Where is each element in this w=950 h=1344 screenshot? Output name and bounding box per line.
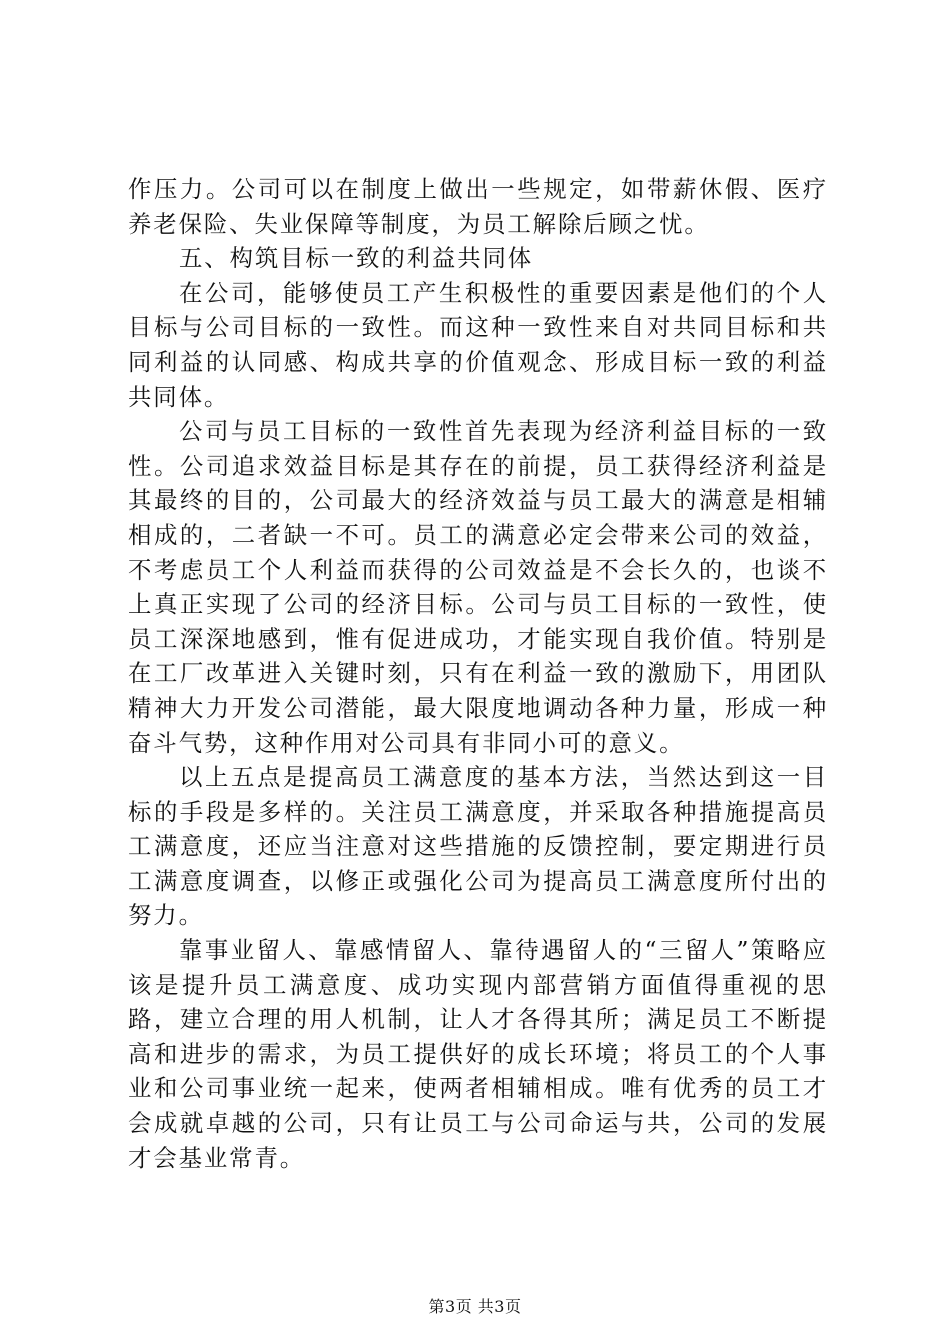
paragraph: 公司与员工目标的一致性首先表现为经济利益目标的一致性。公司追求效益目标是其存在的前提，员工获得经济利益是其最终的目的，公司最大的经济效益与员工最大的满意是相辅相成的，二者缺一不可。员工的满意必定会带来公司的效益，不考虑员工个人利益而获得的公司效益是不会长久的，也谈不上真正实现了公司的经济目标。公司与员工目标的一致性，使员工深深地感到，惟有促进成功，才能实现自我价值。特别是在工厂改革进入关键时刻，只有在利益一致的激励下，用团队精神大力开发公司潜能，最大限度地调动各种力量，形成一种奋斗气势，这种作用对公司具有非同小可的意义。 [128, 417, 828, 757]
document-body [128, 172, 828, 1175]
paragraph: 靠事业留人、靠感情留人、靠待遇留人的“三留人”策略应该是提升员工满意度、成功实现内部营销方面值得重视的思路，建立合理的用人机制，让人才各得其所；满足员工不断提高和进步的需求，为员工提供好的成长环境；将员工的个人事业和公司事业统一起来，使两者相辅相成。唯有优秀的员工才会成就卓越的公司，只有让员工与公司命运与共，公司的发展才会基业常青。 [128, 936, 828, 1172]
section-heading: 五、构筑目标一致的利益共同体 [179, 244, 534, 273]
paragraph: 在公司，能够使员工产生积极性的重要因素是他们的个人目标与公司目标的一致性。而这种一致性来自对共同目标和共同利益的认同感、构成共享的价值观念、形成目标一致的利益共同体。 [128, 278, 828, 411]
paragraph: 以上五点是提高员工满意度的基本方法，当然达到这一目标的手段是多样的。关注员工满意度，并采取各种措施提高员工满意度，还应当注意对这些措施的反馈控制，要定期进行员工满意度调查，以修正或强化公司为提高员工满意度所付出的努力。 [128, 763, 828, 930]
paragraph-continuation: 作压力。公司可以在制度上做出一些规定，如带薪休假、医疗养老保险、失业保障等制度，为员工解除后顾之忧。 [128, 175, 828, 238]
page-number-footer: 第3页 共3页 [428, 1297, 522, 1316]
